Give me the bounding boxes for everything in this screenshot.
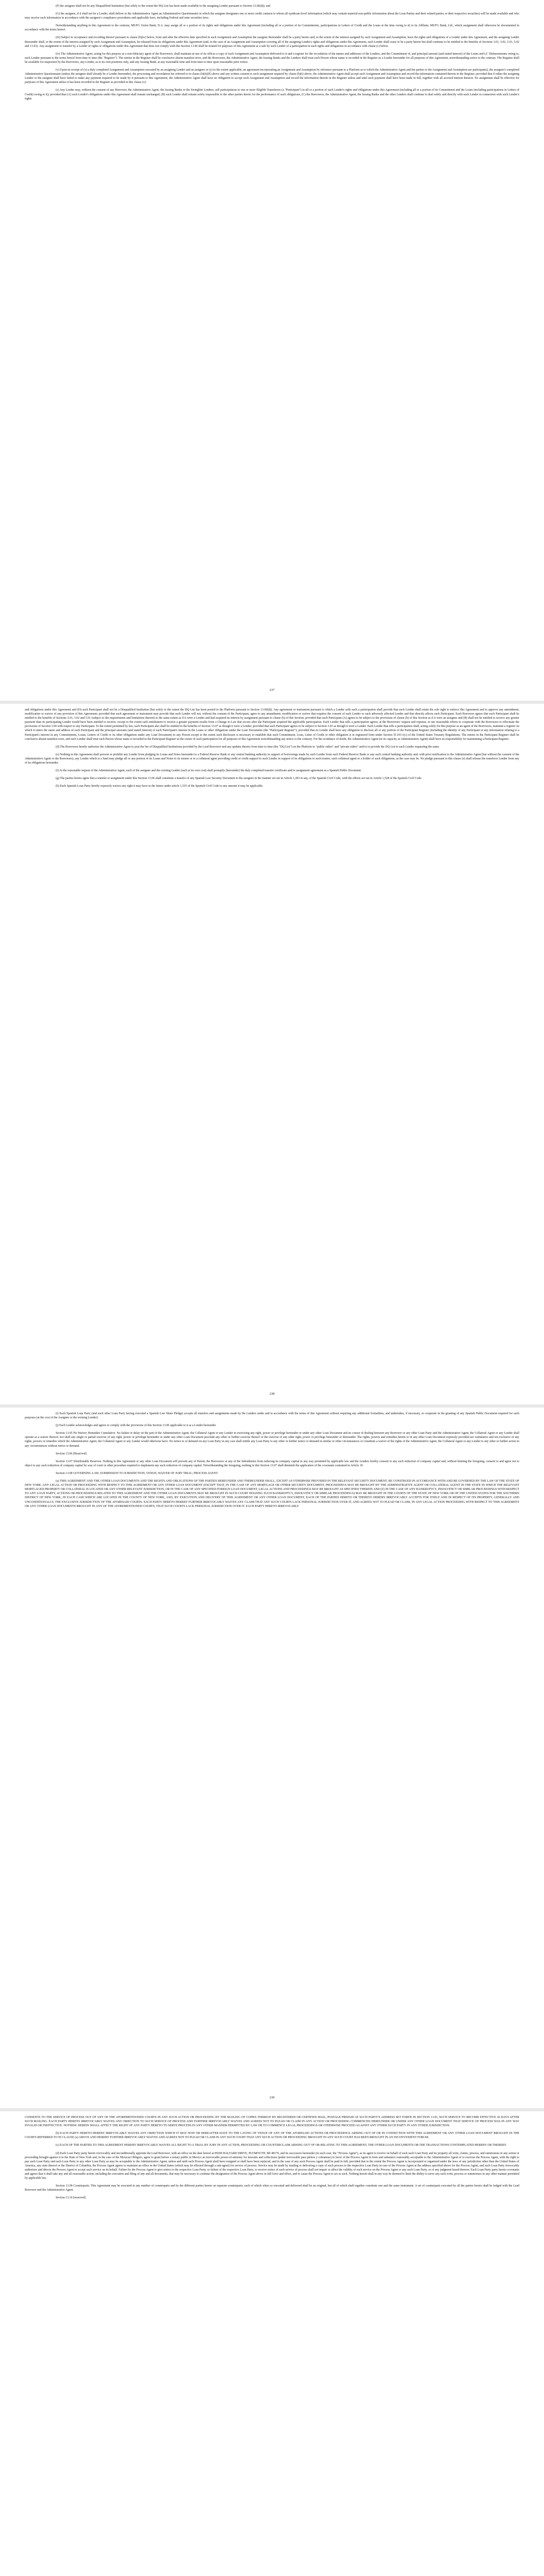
paragraph: (v) Upon its receipt of (x) a duly completed Assignment and Assumption executed by an assigning Lender and an assignee or (y) to the extent applicable, an agreement incorporating an Assignment and Assumption by reference pursuant to a Platform as to which the Administrative Agent and the parties to the Assignment and Assumption are participants), the assignee's completed Administrative Questionnaire (unless the assignee shall already be a Lender hereunder), the processing and recordation fee referred to in clause (b)(ii)(E) above and any written consent to such assignment required by clause (b)(i) above, the Administrative Agent shall accept such Assignment and Assumption and record the information contained therein in the Register; provided that if either the assigning Lender or the assignee shall have failed to make any payment required to be made by it pursuant to this Agreement, the Administrative Agent shall have no obligation to accept such Assignment and Assumption and record the information therein in the Register unless and until such payment shall have been made in full, together with all accrued interest thereon. No assignment shall be effective for purposes of this Agreement unless it has been recorded in the Register as provided in this clause (v). (25, 69, 519, 84)
paragraph: (iii) Subject to acceptance and recording thereof pursuant to clause (b)(iv) below, from and after the effective date specified in each Assignment and Assumption the assignee thereunder shall be a party hereto and, to the extent of the interest assigned by such Assignment and Assumption, have the rights and obligations of a Lender under this Agreement, and the assigning Lender thereunder shall, to the extent of the interest assigned by such Assignment and Assumption, be released from its obligations under this Agreement (and, in the case of an Assignment and Assumption covering all of the assigning Lender's rights and obligations under this Agreement, such Lender shall cease to be a party hereto but shall continue to be entitled to the benefits of Sections 3.01, 3.02, 5.01, 5.02 and 13.03). Any assignment or transfer by a Lender of rights or obligations under this Agreement that does not comply with this Section 13.06 shall be treated for purposes of this Agreement as a sale by such Lender of a participation in such rights and obligations in accordance with clause (c) below. (25, 36, 519, 48)
section-heading: Section 13.08 GOVERNING LAW; SUBMISSION TO JURISDICTION; VENUE; WAIVER OF JURY TRIAL; PROCESS AGENT. (56, 1471, 219, 1475)
paragraph: (c) EACH OF THE PARTIES TO THIS AGREEMENT HEREBY IRREVOCABLY WAIVES ALL RIGHT TO A TRIAL BY JURY IN ANY ACTION, PROCEEDING OR COUNTERCLAIM ARISING OUT OF OR RELATING TO THIS AGREEMENT, THE OTHER LOAN DOCUMENTS OR THE TRANSACTIONS CONTEMPLATED HEREBY OR THEREBY. (56, 2144, 507, 2147)
section-paragraph: Section 13.07 Distributable Reserves. Nothing in this Agreement or any other Loan Document will prevent any of Parent, the Borrowers or any of the Subsidiaries from reducing its company capital in any way permitted by applicable law and the Lenders hereby consent to any such reduction of company capital and, without limiting the foregoing, consent to and agree not to object to any such reduction of company capital by way of court or other procedure required to implement any such reduction of company capital. Notwithstanding the foregoing, nothing in this Section 13.07 shall diminish the application of the covenants contained in Article 10. (25, 1460, 519, 1467)
section-paragraph: Section 13.09 Counterparts. This Agreement may be executed in any number of counterparts and by the different parties hereto on separate counterparts, each of which when so executed and delivered shall be an original, but all of which shall together constitute one and the same instrument. A set of counterparts executed by all the parties hereto shall be lodged with the Lead Borrower and the Administrative Agent. (25, 2184, 519, 2192)
document-page-240 (0, 2111, 544, 2576)
section-paragraph: Section 13.05 No Waiver; Remedies Cumulative. No failure or delay on the part of the Administrative Agent, the Collateral Agent or any Lender in exercising any right, power or privilege hereunder or under any other Loan Document and no course of dealing between any Borrower or any other Loan Party and the Administrative Agent, the Collateral Agent or any Lender shall operate as a waiver thereof; nor shall any single or partial exercise of any right, power or privilege hereunder or under any other Loan Document preclude any other or further exercise thereof or the exercise of any other right, power or privilege hereunder or thereunder. The rights, powers and remedies herein or in any other Loan Document expressly provided are cumulative and not exclusive of any rights, powers or remedies which the Administrative Agent, the Collateral Agent or any Lender would otherwise have. No notice to or demand on any Loan Party in any case shall entitle any Loan Party to any other or further notice or demand in similar or other circumstances or constitute a waiver of the rights of the Administrative Agent, the Collateral Agent or any Lender to any other or further action in any circumstances without notice or demand. (25, 1432, 519, 1448)
paragraph: (F) the assignee shall not be any Disqualified Institution (but solely to the extent the DQ List has been made available to the assigning Lender pursuant to Section 13.06(d)); and (56, 5, 271, 8)
paragraph: (G) the assignee, if it shall not be a Lender, shall deliver to the Administrative Agent an Administrative Questionnaire in which the assignee designates one or more credit contacts to whom all syndicate-level information (which may contain material non-public information about the Loan Parties and their related parties or their respective securities) will be made available and who may receive such information in accordance with the assignee's compliance procedures and applicable laws, including Federal and state securities laws. (25, 12, 519, 20)
document-page-238 (0, 704, 544, 1404)
paragraph: (b) EACH PARTY HERETO HEREBY IRREVOCABLY WAIVES ANY OBJECTION WHICH IT MAY NOW OR HEREAFTER HAVE TO THE LAYING OF VENUE OF ANY OF THE AFORESAID ACTIONS OR PROCEEDINGS ARISING OUT OF OR IN CONNECTION WITH THIS AGREEMENT OR ANY OTHER LOAN DOCUMENT BROUGHT IN THE COURTS REFERRED TO IN CLAUSE (a) ABOVE AND HEREBY FURTHER IRREVOCABLY WAIVES AND AGREES NOT TO PLEAD OR CLAIM IN ANY SUCH COURT THAT ANY SUCH ACTION OR PROCEEDING BROUGHT IN ANY SUCH COURT HAS BEEN BROUGHT IN AN INCONVENIENT FORUM. (25, 2132, 519, 2140)
page-body (25, 1412, 519, 1512)
paragraph: CONSENTS TO THE SERVICE OF PROCESS OUT OF ANY OF THE AFOREMENTIONED COURTS IN ANY SUCH ACTION OR PROCEEDING BY THE MAILING OF COPIES THEREOF BY REGISTERED OR CERTIFIED MAIL, POSTAGE PREPAID AT SUCH PARTY'S ADDRESS SET FORTH IN SECTION 13.03, SUCH SERVICE TO BECOME EFFECTIVE 30 DAYS AFTER SUCH MAILING. EACH PARTY HERETO IRREVOCABLY WAIVES ANY OBJECTION TO SUCH SERVICE OF PROCESS AND FURTHER IRREVOCABLY WAIVES AND AGREES NOT TO PLEAD OR CLAIM IN ANY ACTION OR PROCEEDING COMMENCED HEREUNDER OR UNDER ANY OTHER LOAN DOCUMENT THAT SERVICE OF PROCESS WAS IN ANY WAY INVALID OR INEFFECTIVE. NOTHING HEREIN SHALL AFFECT THE RIGHT OF ANY PARTY HERETO TO SERVE PROCESS IN ANY OTHER MANNER PERMITTED BY LAW OR TO COMMENCE LEGAL PROCEEDINGS OR OTHERWISE PROCEED AGAINST ANY OTHER SUCH PARTY IN ANY OTHER JURISDICTION. (25, 2116, 519, 2128)
paragraph: (g) The parties hereto agree that a transfer or assignment under this Section 13.06 shall constitute a transfer of any Spanish Law Security Document to the assignee in the manner set out in Article 1,203 et seq. of the Spanish Civil Code, with the effects set out in Article 1,528 of the Spanish Civil Code. (56, 777, 422, 781)
page-number: 239 (269, 2096, 275, 2099)
document-page-237 (0, 0, 544, 701)
paragraph: (c) Any Lender may, without the consent of any Borrower, the Administrative Agent, the Issuing Banks or the Swingline Lenders, sell participations to one or more Eligible Transferees (a "Participant") in all or a portion of such Lender's rights and obligations under this Agreement (including all or a portion of its Commitment and the Loans (including participations in Letters of Credit) owing to it); provided that (A) such Lender's obligations under this Agreement shall remain unchanged, (B) such Lender shall remain solely responsible to the other parties hereto for the performance of such obligations, (C) the Borrowers, the Administrative Agent, the Issuing Banks and the other Lenders shall continue to deal solely and directly with such Lender in connection with such Lender's rights (25, 89, 519, 100)
page-body (25, 2115, 519, 2204)
section-heading: Section 13.06 [Reserved]. (56, 1452, 88, 1455)
page-body (25, 708, 519, 792)
paragraph: (h) Each Spanish Loan Party hereby expressly waives any right it may have in the future under article 1,535 of the Spanish Civil Code to any amount it may be applicable. (56, 785, 263, 788)
paragraph: (e) Nothing in this Agreement shall prevent or prohibit any Lender from pledging its Loans and Notes hereunder to a Federal Reserve Bank or any central banking authority in support of borrowings made by such Lender from such Federal Reserve Bank or any such central banking authority and, with prior notification to the Administrative Agent (but without the consent of the Administrative Agent or the Borrowers), any Lender which is a fund may pledge all or any portion of its Loans and Notes to its trustee or to a collateral agent providing credit or credit support to such Lender in support of its obligations to such trustee, such collateral agent or a holder of such obligations, as the case may be. No pledge pursuant to this clause (e) shall release the transferor Lender from any of its obligations hereunder. (25, 753, 519, 765)
page-number: 238 (269, 1392, 275, 1396)
paragraph: (d) The Borrowers hereby authorize the Administrative Agent to post the list of Disqualified Institutions provided by the Lead Borrower and any updates thereto from time to time (the "DQ List") on the Platform to "public siders" and "private siders" and/or to provide the DQ List to each Lender requesting the same. (56, 745, 440, 749)
paragraph: (d) Each Loan Party party hereto irrevocably and unconditionally appoints the Lead Borrower, with an office on the date hereof at #9200 HALYARD DRIVE, PLYMOUTH, MI 48170, and its successors hereunder (in such case, the "Process Agent"), as its agent to receive on behalf of each such Loan Party and its property all writs, claims, process, and summonses in any action or proceeding brought against it in the State of New York and, in the case of the Mexican Obligors, agree to grant before a notary public in Mexico an irrevocable power-of-attorney for lawsuits and collections (poder irrevocable para pleitos y cobranzas) in favor of the Process Agent in form and substance reasonably acceptable to the Administrative Agent or to exercise the Process Agent, with the right to pay each Loan Party and each Loan Party to any other Loan Party as may be acceptable to the Administrative Agent, unless and until such Process Agent shall have resigned or shall have been replaced, and in the case of any such Process Agent shall be paid in full; provided that to the extent the Process Agent is incorporated or organized under the laws of any jurisdiction other than the United States of America, any state thereof or the District of Columbia, the Process Agent agrees to maintain an office in the United States (which may be effected through a sub-agent) for service of process. Service may be made by mailing or delivering a copy of such process to the respective Loan Party in care of the Process Agent at the address specified above for the Process Agent, and such Loan Party irrevocably authorizes and directs the Process Agent to accept such service on its behalf. Failure by the Process Agent to give notice to the respective Loan Party, or failure of the respective Loan Party, to receive notice of such service of process shall not impair or affect the validity of such service on the Process Agent or any such Loan Party, or of any judgment based thereon. Each Loan Party party hereto covenants and agrees that it shall take any and all reasonable action, including the execution and filing of any and all documents, that may be necessary to continue the designation of the Process Agent above in full force and effect, and to cause the Process Agent to act as such. Nothing herein shall in any way be deemed to limit the ability to serve any such writs, process or summonses in any other manner permitted by applicable law. (25, 2151, 519, 2180)
paragraph: and obligations under this Agreement and (D) such Participant shall not be a Disqualified Institution (but solely to the extent the DQ List has been posted to the Platform pursuant to Section 13.06(d)). Any agreement or instrument pursuant to which a Lender sells such a participation shall provide that such Lender shall retain the sole right to enforce this Agreement and to approve any amendment, modification or waiver of any provision of this Agreement; provided that such agreement or instrument may provide that such Lender will not, without the consent of the Participant, agree to any amendment, modification or waiver that requires the consent of each Lender or each adversely affected Lender and that directly affects such Participant. Each Borrower agrees that each Participant shall be entitled to the benefits of Sections 3.01, 3.02 and 5.01 (subject to the requirements and limitations therein) to the same extent as if it were a Lender and had acquired its interest by assignment pursuant to clause (b) of this Section; provided that such Participant (A) agrees to be subject to the provisions of clause (b) of this Section as if it were an assignee and (B) shall not be entitled to receive any greater payment than its participating Lender would have been entitled to receive, except to the extent such entitlement to receive a greater payment results from a Change in Law that occurs after the Participant acquired the applicable participation. Each Lender that sells a participation agrees, at the Borrowers' request and expense, to use reasonable efforts to cooperate with the Borrowers to effectuate the provisions of Section 3.04 with respect to any Participant. To the extent permitted by law, each Participant also shall be entitled to the benefits of Section 13.07 as though it were a Lender; provided that such Participant agrees to be subject to Section 3.03 as though it were a Lender. Each Lender that sells a participation shall, acting solely for this purpose as an agent of the Borrowers, maintain a register on which it enters the name and address of each Participant and the principal amounts (and stated interest) of each Participant's interest in the Loans or other obligations under the Loan Documents (the "Participant Register"); provided that no Lender shall have any obligation to disclose all or any portion of the Participant Register (including the identity of any Participant or any information relating to a Participant's interest in any Commitments, Loans, Letters of Credit or its other obligations under any Loan Document) to any Person except to the extent such disclosure is necessary to establish that such Commitment, Loan, Letter of Credit or other obligation is in registered form under Section 5f.103-1(c) of the United States Treasury Regulations. The entries in the Participant Register shall be conclusive absent manifest error, and such Lender shall treat each Person whose name is recorded in the Participant Register as the owner of such participation for all purposes of this Agreement notwithstanding any notice to the contrary. For the avoidance of doubt, the Administrative Agent (in its capacity as Administrative Agent) shall have no responsibility for maintaining a Participant Register. (25, 708, 519, 741)
paragraph: (iv) The Administrative Agent, acting for this purpose as a non-fiduciary agent of the Borrowers, shall maintain at one of its offices a copy of each Assignment and Assumption delivered to it and a register for the recordation of the names and addresses of the Lenders, and the Commitment of, and principal amount (and stated interest) of the Loans and LC Disbursements owing to, each Lender pursuant to the terms hereof from time to time (the "Register"). The entries in the Register shall be conclusive absent manifest error, and the Borrowers, the Administrative Agent, the Issuing Banks and the Lenders shall treat each Person whose name is recorded in the Register as a Lender hereunder for all purposes of this Agreement, notwithstanding notice to the contrary. The Register shall be available for inspection by the Borrowers, any Lender, as to its own positions only, and any Issuing Bank, at any reasonable time and from time to time upon reasonable prior notice. (25, 52, 519, 64)
paragraph: Notwithstanding anything in this Agreement to the contrary, MUFG Union Bank, N.A. may assign all or a portion of its rights and obligations under this Agreement (including all or a portion of its Commitments, participations in Letters of Credit and the Loans at the time owing to it) to its Affiliate, MUFG Bank, Ltd., which assignment shall otherwise be documented in accordance with the terms hereof. (25, 24, 519, 32)
section-heading: Section 13.10 [reserved]. (56, 2196, 87, 2200)
paragraph: (j) Each Lender acknowledges and agrees to comply with the provisions of this Section 13.06 applicable to it as a Lender hereunder. (56, 1424, 217, 1428)
document-page-239 (0, 1408, 544, 2108)
paragraph: (f) At the reasonable request of the Administrative Agent, each of the assignee and the existing Lender (each at its own cost) shall promptly (hereunder) the duly completed transfer certificate and/or assignment agreement as a Spanish Public Document. (56, 769, 362, 773)
page-number: 237 (269, 688, 275, 692)
paragraph: (a) THIS AGREEMENT AND THE OTHER LOAN DOCUMENTS AND THE RIGHTS AND OBLIGATIONS OF THE PARTIES HEREUNDER AND THEREUNDER SHALL, EXCEPT AS OTHERWISE PROVIDED IN THE RELEVANT SECURITY DOCUMENT, BE CONSTRUED IN ACCORDANCE WITH AND BE GOVERNED BY THE LAW OF THE STATE OF NEW YORK. ANY LEGAL ACTION OR PROCEEDING WITH RESPECT TO THIS AGREEMENT OR ANY OTHER LOAN DOCUMENT (EXCEPT THAT, IN THE CASE OF ANY MORTGAGE OR OTHER SECURITY DOCUMENT, PROCEEDINGS MAY BE BROUGHT BY THE ADMINISTRATIVE AGENT OR COLLATERAL AGENT IN THE STATE IN WHICH THE RELEVANT MORTGAGED PROPERTY OR COLLATERAL IS LOCATED OR ANY OTHER RELEVANT JURISDICTION, OR IN THE CASE OF ANY SPECIFIED FOREIGN LOAN DOCUMENT, LEGAL ACTIONS AND PROCEEDINGS MAY BE BROUGHT AS SPECIFIED THEREIN AND (Z) IN THE CASE OF ANY BANKRUPTCY, INSOLVENCY OR SIMILAR PROCEEDINGS WITH RESPECT TO ANY LOAN PARTY, ACTIONS OR PROCEEDINGS RELATED TO THIS AGREEMENT AND THE OTHER LOAN DOCUMENTS MAY BE BROUGHT IN SUCH COURT HOLDING SUCH BANKRUPTCY, INSOLVENCY OR SIMILAR PROCEEDINGS) MAY BE BROUGHT IN THE COURTS OF THE STATE OF NEW YORK OR OF THE UNITED STATES FOR THE SOUTHERN DISTRICT OF NEW YORK, IN EACH CASE WHICH ARE LOCATED IN THE COUNTY OF NEW YORK, AND, BY EXECUTION AND DELIVERY OF THIS AGREEMENT OR ANY OTHER LOAN DOCUMENT, EACH OF THE PARTIES HERETO OR THERETO HEREBY IRREVOCABLY ACCEPTS FOR ITSELF AND IN RESPECT OF ITS PROPERTY, GENERALLY AND UNCONDITIONALLY, THE EXCLUSIVE JURISDICTION OF THE AFORESAID COURTS. EACH PARTY HERETO HEREBY FURTHER IRREVOCABLY WAIVES ANY CLAIM THAT ANY SUCH COURTS LACK PERSONAL JURISDICTION OVER IT, AND AGREES NOT TO PLEAD OR CLAIM, IN ANY LEGAL ACTION PROCEEDING WITH RESPECT TO THIS AGREEMENT OR ANY OTHER LOAN DOCUMENTS BROUGHT IN ANY OF THE AFOREMENTIONED COURTS, THAT SUCH COURTS LACK PERSONAL JURISDICTION OVER IT. EACH PARTY HERETO IRREVOCABLY (25, 1480, 519, 1508)
page-body (25, 4, 519, 105)
paragraph: (i) Each Spanish Loan Party (and each other Loan Party having executed a Spanish Law Share Pledge) accepts all transfers and assignments made by the Lenders under and in accordance with the terms of this Agreement without requiring any additional formalities, and undertakes, if necessary, to cooperate in the granting of any Spanish Public Document required for such purposes (at the cost of the Assignee or the existing Lender). (25, 1412, 519, 1420)
